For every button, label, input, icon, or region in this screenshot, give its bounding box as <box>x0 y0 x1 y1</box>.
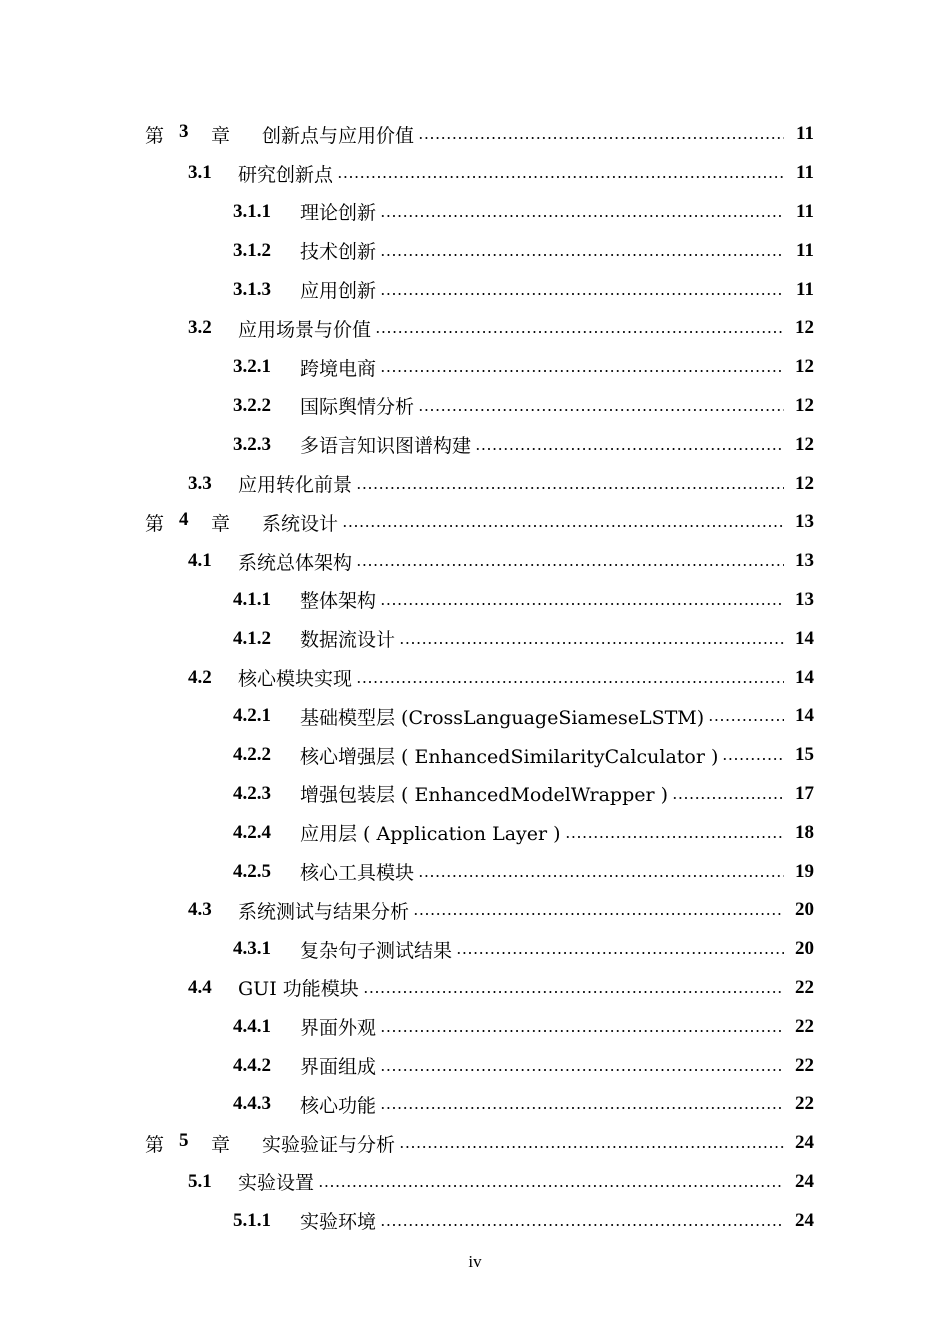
toc-entry-number: 4.2.5 <box>233 860 271 882</box>
toc-dot-leader <box>722 758 784 760</box>
toc-dot-leader <box>380 1224 784 1226</box>
toc-page-number: 22 <box>795 1093 814 1115</box>
toc-entry-title: 复杂句子测试结果 <box>300 939 453 962</box>
toc-entry-title: 系统设计 <box>262 512 339 535</box>
toc-section-entry[interactable] <box>0 542 950 581</box>
toc-section-entry[interactable] <box>0 969 950 1008</box>
toc-dot-leader <box>342 525 784 527</box>
toc-page-number: 22 <box>795 976 814 998</box>
toc-chapter-number <box>145 509 262 536</box>
toc-dot-leader <box>399 642 784 644</box>
toc-entry-title: 核心增强层 ( EnhancedSimilarityCalculator ) <box>300 745 719 768</box>
toc-subsection-entry[interactable] <box>0 231 950 270</box>
toc-entry-title: 多语言知识图谱构建 <box>300 435 472 458</box>
toc-subsection-entry[interactable] <box>0 852 950 891</box>
toc-section-entry[interactable] <box>0 1163 950 1202</box>
toc-page-number: 11 <box>796 278 814 300</box>
toc-entry-number: 4.4 <box>188 976 212 998</box>
toc-chapter-entry[interactable] <box>0 503 950 542</box>
table-of-contents <box>0 115 950 1240</box>
toc-entry-number: 3.3 <box>188 472 212 494</box>
toc-section-entry[interactable] <box>0 891 950 930</box>
toc-entry-number: 4.1 <box>188 550 212 572</box>
toc-entry-number: 5.1.1 <box>233 1209 271 1231</box>
toc-chapter-entry[interactable] <box>0 1124 950 1163</box>
toc-dot-leader <box>380 1030 784 1032</box>
toc-entry-title: 应用创新 <box>300 280 377 303</box>
toc-dot-leader <box>380 293 784 295</box>
toc-entry-number: 4.1.1 <box>233 588 271 610</box>
toc-entry-title: 核心工具模块 <box>300 862 415 885</box>
toc-dot-leader <box>418 409 784 411</box>
toc-dot-leader <box>380 1107 784 1109</box>
toc-entry-title: 创新点与应用价值 <box>262 124 415 147</box>
toc-entry-title: 系统总体架构 <box>238 551 353 574</box>
toc-dot-leader <box>337 176 784 178</box>
toc-entry-title: 基础模型层 (CrossLanguageSiameseLSTM) <box>300 706 705 729</box>
toc-page-number: 12 <box>795 472 814 494</box>
toc-subsection-entry[interactable] <box>0 270 950 309</box>
toc-subsection-entry[interactable] <box>0 387 950 426</box>
toc-subsection-entry[interactable] <box>0 348 950 387</box>
toc-entry-title: 数据流设计 <box>300 629 396 652</box>
toc-dot-leader <box>565 836 784 838</box>
toc-page-number: 14 <box>795 627 814 649</box>
toc-chapter-number-part: 第 <box>145 124 165 147</box>
toc-dot-leader <box>380 370 784 372</box>
toc-dot-leader <box>380 1069 784 1071</box>
toc-section-entry[interactable] <box>0 309 950 348</box>
toc-entry-title: 研究创新点 <box>238 163 334 186</box>
toc-page-number: 15 <box>795 744 814 766</box>
toc-entry-title: 实验环境 <box>300 1211 377 1234</box>
toc-entry-title: 跨境电商 <box>300 357 377 380</box>
toc-dot-leader <box>399 1146 784 1148</box>
toc-page-number: 17 <box>795 782 814 804</box>
toc-chapter-number-part: 4 <box>179 508 189 530</box>
toc-entry-number: 3.1.2 <box>233 239 271 261</box>
toc-dot-leader <box>708 719 784 721</box>
toc-page-number: 22 <box>795 1015 814 1037</box>
toc-page-number: 22 <box>795 1054 814 1076</box>
toc-chapter-number-part: 第 <box>145 512 165 535</box>
toc-chapter-number-part: 5 <box>179 1129 189 1151</box>
toc-page-number: 11 <box>796 200 814 222</box>
toc-page-number: 24 <box>795 1209 814 1231</box>
toc-chapter-number-part: 3 <box>179 120 189 142</box>
toc-entry-number: 3.2 <box>188 317 212 339</box>
toc-chapter-number-part: 第 <box>145 1133 165 1156</box>
toc-chapter-number <box>145 121 262 148</box>
toc-page-number: 14 <box>795 666 814 688</box>
toc-subsection-entry[interactable] <box>0 1046 950 1085</box>
toc-entry-number: 4.3 <box>188 899 212 921</box>
toc-chapter-number-part: 章 <box>211 512 231 535</box>
toc-section-entry[interactable] <box>0 658 950 697</box>
toc-entry-number: 3.1.1 <box>233 200 271 222</box>
toc-entry-number: 4.4.1 <box>233 1015 271 1037</box>
toc-dot-leader <box>363 991 784 993</box>
toc-dot-leader <box>356 487 784 489</box>
toc-dot-leader <box>318 1185 784 1187</box>
toc-subsection-entry[interactable] <box>0 1201 950 1240</box>
toc-subsection-entry[interactable] <box>0 930 950 969</box>
toc-dot-leader <box>380 215 784 217</box>
toc-entry-number: 3.2.2 <box>233 394 271 416</box>
toc-entry-title: 实验设置 <box>238 1172 315 1195</box>
toc-dot-leader <box>456 952 784 954</box>
toc-page-number: 11 <box>796 239 814 261</box>
toc-entry-number: 4.2.3 <box>233 782 271 804</box>
toc-entry-number: 4.1.2 <box>233 627 271 649</box>
toc-entry-number: 3.1 <box>188 162 212 184</box>
toc-entry-title: 应用转化前景 <box>238 474 353 497</box>
toc-chapter-number-part: 章 <box>211 124 231 147</box>
toc-entry-number: 4.3.1 <box>233 938 271 960</box>
toc-dot-leader <box>375 331 784 333</box>
toc-entry-title: 理论创新 <box>300 202 377 225</box>
toc-chapter-number-part: 章 <box>211 1133 231 1156</box>
toc-subsection-entry[interactable] <box>0 425 950 464</box>
toc-dot-leader <box>380 254 784 256</box>
toc-entry-title: 核心功能 <box>300 1094 377 1117</box>
toc-subsection-entry[interactable] <box>0 736 950 775</box>
toc-page-number: 12 <box>795 433 814 455</box>
toc-page-number: 13 <box>795 511 814 533</box>
toc-subsection-entry[interactable] <box>0 775 950 814</box>
toc-dot-leader <box>380 603 784 605</box>
toc-subsection-entry[interactable] <box>0 813 950 852</box>
toc-entry-number: 3.2.3 <box>233 433 271 455</box>
toc-entry-title: 增强包装层 ( EnhancedModelWrapper ) <box>300 784 669 807</box>
toc-entry-title: 实验验证与分析 <box>262 1133 396 1156</box>
toc-chapter-number <box>145 1130 262 1157</box>
toc-entry-number: 4.2.1 <box>233 705 271 727</box>
toc-dot-leader <box>356 564 784 566</box>
toc-entry-title: 国际舆情分析 <box>300 396 415 419</box>
toc-page-number: 20 <box>795 938 814 960</box>
toc-entry-number: 4.2 <box>188 666 212 688</box>
toc-entry-title: 核心模块实现 <box>238 668 353 691</box>
page-number: iv <box>468 1252 482 1271</box>
toc-page-number: 13 <box>795 588 814 610</box>
toc-entry-title: 应用场景与价值 <box>238 318 372 341</box>
toc-page-number: 11 <box>796 162 814 184</box>
toc-subsection-entry[interactable] <box>0 1007 950 1046</box>
toc-entry-number: 3.1.3 <box>233 278 271 300</box>
toc-page-number: 12 <box>795 356 814 378</box>
toc-page-number: 20 <box>795 899 814 921</box>
toc-entry-number: 3.2.1 <box>233 356 271 378</box>
toc-entry-title: 界面组成 <box>300 1056 377 1079</box>
toc-chapter-entry[interactable] <box>0 115 950 154</box>
toc-entry-number: 4.4.2 <box>233 1054 271 1076</box>
toc-dot-leader <box>672 797 784 799</box>
toc-page-number: 13 <box>795 550 814 572</box>
toc-page-number: 14 <box>795 705 814 727</box>
toc-page-number: 12 <box>795 317 814 339</box>
toc-section-entry[interactable] <box>0 464 950 503</box>
toc-dot-leader <box>413 913 784 915</box>
toc-entry-number: 5.1 <box>188 1170 212 1192</box>
toc-page-number: 18 <box>795 821 814 843</box>
toc-entry-number: 4.2.4 <box>233 821 271 843</box>
toc-entry-title: GUI 功能模块 <box>238 978 359 1001</box>
toc-page-number: 19 <box>795 860 814 882</box>
toc-subsection-entry[interactable] <box>0 1085 950 1124</box>
toc-page-number: 24 <box>795 1132 814 1154</box>
toc-section-entry[interactable] <box>0 154 950 193</box>
toc-subsection-entry[interactable] <box>0 619 950 658</box>
toc-subsection-entry[interactable] <box>0 697 950 736</box>
toc-page-number: 24 <box>795 1170 814 1192</box>
toc-page-number: 12 <box>795 394 814 416</box>
toc-entry-title: 应用层 ( Application Layer ) <box>300 823 561 846</box>
toc-entry-title: 系统测试与结果分析 <box>238 900 410 923</box>
toc-entry-number: 4.4.3 <box>233 1093 271 1115</box>
toc-entry-title: 整体架构 <box>300 590 377 613</box>
toc-subsection-entry[interactable] <box>0 193 950 232</box>
toc-dot-leader <box>418 875 784 877</box>
toc-dot-leader <box>418 137 784 139</box>
toc-dot-leader <box>475 448 784 450</box>
toc-subsection-entry[interactable] <box>0 581 950 620</box>
toc-entry-number: 4.2.2 <box>233 744 271 766</box>
toc-entry-title: 界面外观 <box>300 1017 377 1040</box>
toc-page-number: 11 <box>796 123 814 145</box>
toc-dot-leader <box>356 681 784 683</box>
toc-entry-title: 技术创新 <box>300 241 377 264</box>
